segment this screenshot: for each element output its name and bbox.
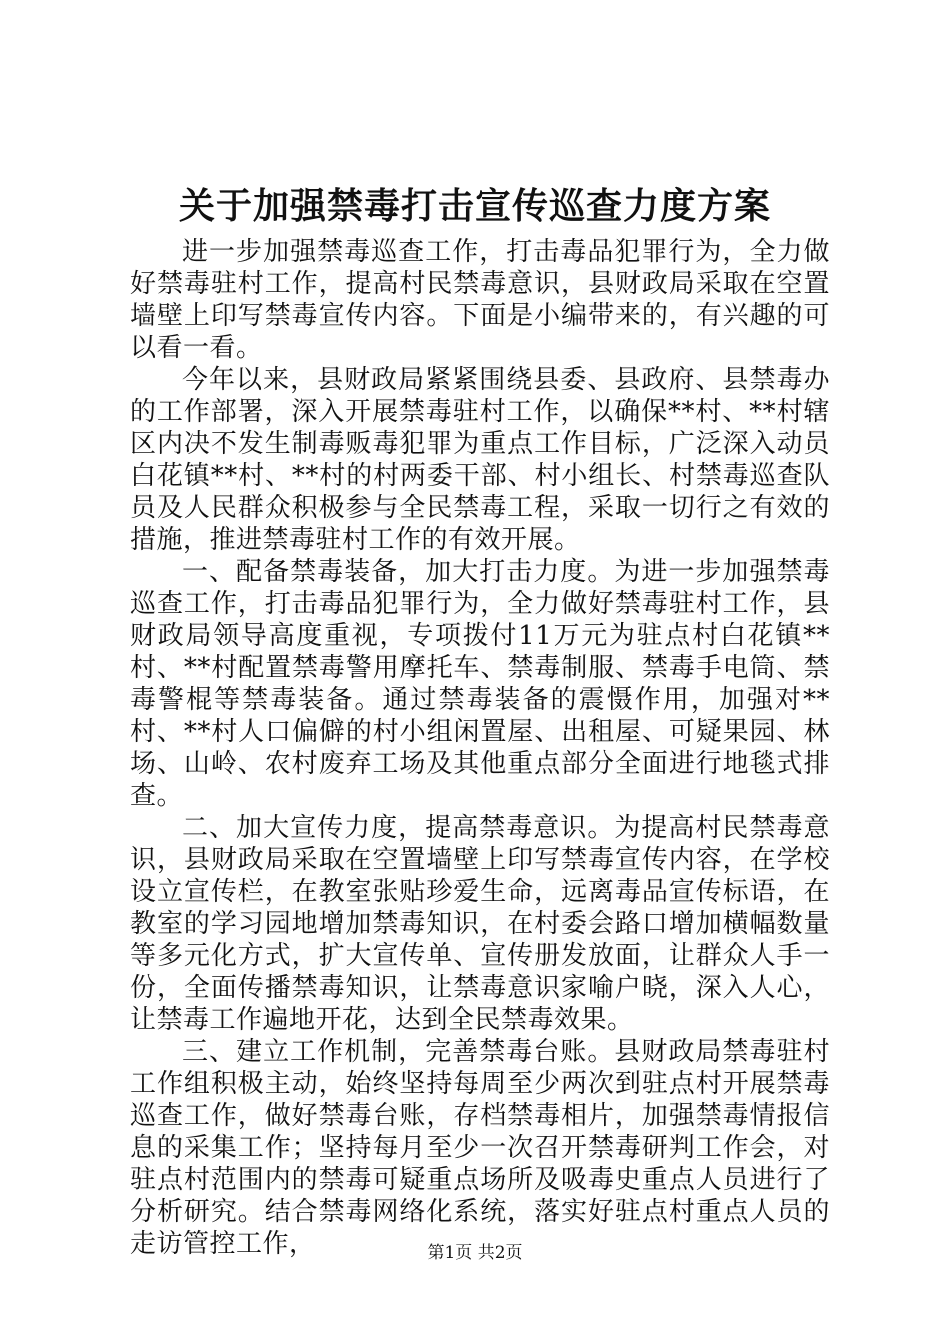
paragraph-section-1: 一、配备禁毒装备，加大打击力度。为进一步加强禁毒巡查工作，打击毒品犯罪行为，全力做好禁毒驻村工作，县财政局领导高度重视，专项拨付11万元为驻点村白花镇**村、**村配置禁毒警用摩托车、禁毒制服、禁毒手电筒、禁毒警棍等禁毒装备。通过禁毒装备的震慑作用，加强对**村、**村人口偏僻的村小组闲置屋、出租屋、可疑果园、林场、山岭、农村废弃工场及其他重点部分全面进行地毯式排查。	[130, 557, 830, 811]
document-body	[130, 236, 830, 1260]
page-number-footer: 第1页 共2页	[427, 1243, 523, 1263]
paragraph-section-2: 二、加大宣传力度，提高禁毒意识。为提高村民禁毒意识，县财政局采取在空置墙壁上印写禁毒宣传内容，在学校设立宣传栏，在教室张贴珍爱生命，远离毒品宣传标语，在教室的学习园地增加禁毒知识，在村委会路口增加横幅数量等多元化方式，扩大宣传单、宣传册发放面，让群众人手一份，全面传播禁毒知识，让禁毒意识家喻户晓，深入人心，让禁毒工作遍地开花，达到全民禁毒效果。	[130, 813, 830, 1035]
document-title: 关于加强禁毒打击宣传巡查力度方案	[178, 185, 771, 227]
paragraph-section-3: 三、建立工作机制，完善禁毒台账。县财政局禁毒驻村工作组积极主动，始终坚持每周至少两次到驻点村开展禁毒巡查工作，做好禁毒台账，存档禁毒相片，加强禁毒情报信息的采集工作；坚持每月至少一次召开禁毒研判工作会，对驻点村范围内的禁毒可疑重点场所及吸毒史重点人员进行了分析研究。结合禁毒网络化系统，落实好驻点村重点人员的走访管控工作，	[130, 1037, 830, 1259]
paragraph-overview: 今年以来，县财政局紧紧围绕县委、县政府、县禁毒办的工作部署，深入开展禁毒驻村工作，以确保**村、**村辖区内决不发生制毒贩毒犯罪为重点工作目标，广泛深入动员白花镇**村、**村的村两委干部、村小组长、村禁毒巡查队员及人民群众积极参与全民禁毒工程，采取一切行之有效的措施，推进禁毒驻村工作的有效开展。	[130, 365, 830, 555]
paragraph-intro: 进一步加强禁毒巡查工作，打击毒品犯罪行为，全力做好禁毒驻村工作，提高村民禁毒意识，县财政局采取在空置墙壁上印写禁毒宣传内容。下面是小编带来的，有兴趣的可以看一看。	[130, 237, 830, 363]
